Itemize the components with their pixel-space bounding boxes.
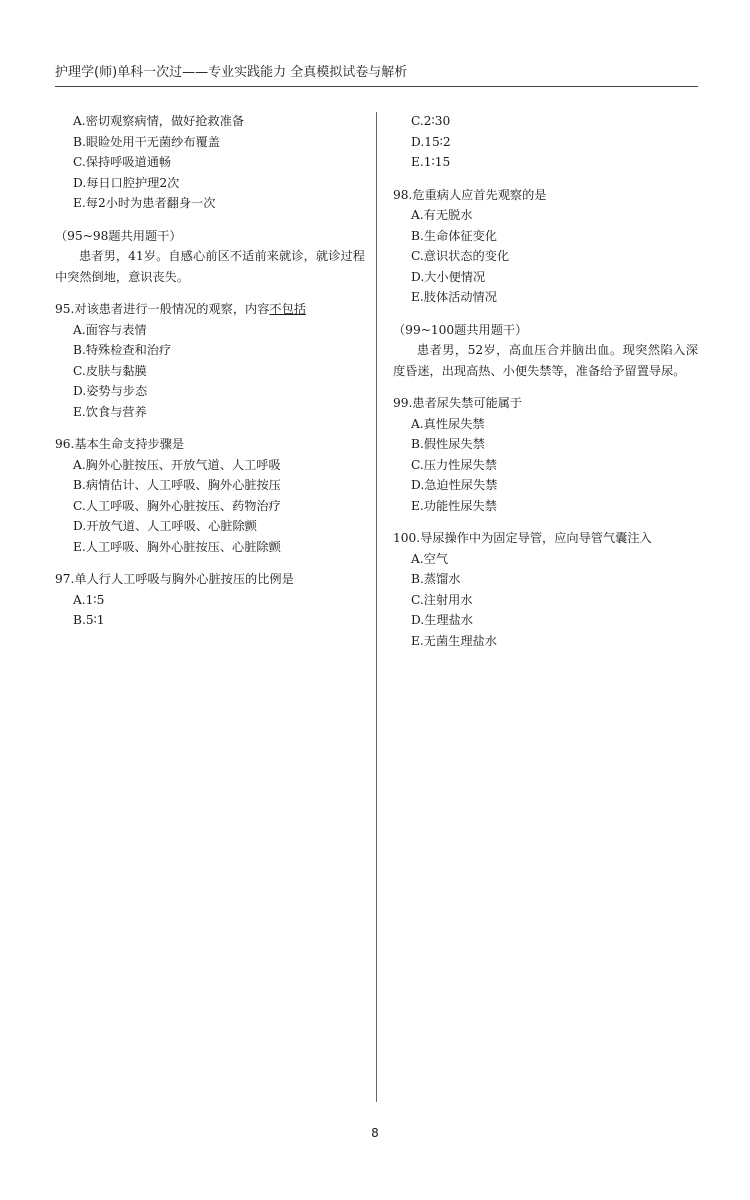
emphasis-underline: 不包括 <box>269 302 306 316</box>
option-e: E.饮食与营养 <box>73 404 147 419</box>
question-stem: 96.基本生命支持步骤是 <box>55 437 185 451</box>
question-stem: 100.导尿操作中为固定导管，应向导管气囊注入 <box>393 531 652 545</box>
option-b: B.眼睑处用干无菌纱布覆盖 <box>73 134 220 149</box>
option-d: D.急迫性尿失禁 <box>411 478 498 492</box>
shared-stem-heading: （99~100题共用题干） <box>393 322 528 337</box>
option-e: E.1∶15 <box>411 155 451 169</box>
option-b: B.特殊检查和治疗 <box>73 343 172 357</box>
column-divider <box>376 112 377 1102</box>
header-divider <box>55 86 698 87</box>
option-e: E.每2小时为患者翻身一次 <box>73 196 216 210</box>
option-d: D.姿势与步态 <box>73 384 148 398</box>
option-d: D.开放气道、人工呼吸、心脏除颤 <box>73 519 257 533</box>
option-e: E.人工呼吸、胸外心脏按压、心脏除颤 <box>73 539 281 554</box>
question-stem: 98.危重病人应首先观察的是 <box>393 187 547 202</box>
question-97-continued <box>393 111 698 173</box>
option-a: A.1∶5 <box>73 592 105 607</box>
option-e: E.功能性尿失禁 <box>411 498 497 513</box>
question-99 <box>393 393 698 516</box>
option-group-prev-question <box>55 111 365 214</box>
option-c: C.保持呼吸道通畅 <box>73 155 172 169</box>
shared-stem-text: 患者男，41岁。自感心前区不适前来就诊，就诊过程中突然倒地，意识丧失。 <box>55 249 365 284</box>
question-95 <box>55 299 365 422</box>
question-97 <box>55 569 365 631</box>
option-b: B.生命体征变化 <box>411 228 497 243</box>
question-stem: 97.单人行人工呼吸与胸外心脏按压的比例是 <box>55 572 294 586</box>
question-96 <box>55 434 365 557</box>
option-e: E.肢体活动情况 <box>411 290 497 304</box>
right-column <box>393 111 698 663</box>
option-d: D.生理盐水 <box>411 613 473 627</box>
option-a: A.胸外心脏按压、开放气道、人工呼吸 <box>73 457 281 472</box>
option-e: E.无菌生理盐水 <box>411 633 497 648</box>
question-98 <box>393 185 698 308</box>
option-c: C.注射用水 <box>411 592 473 607</box>
option-b: B.5∶1 <box>73 613 105 627</box>
option-a: A.有无脱水 <box>411 208 473 222</box>
running-header: 护理学(师)单科一次过——专业实践能力 全真模拟试卷与解析 <box>55 65 408 80</box>
question-stem: 99.患者尿失禁可能属于 <box>393 396 523 410</box>
option-a: A.真性尿失禁 <box>411 416 485 431</box>
option-b: B.病情估计、人工呼吸、胸外心脏按压 <box>73 478 281 492</box>
left-column <box>55 111 365 643</box>
option-c: C.2∶30 <box>411 114 451 128</box>
option-d: D.每日口腔护理2次 <box>73 175 180 190</box>
question-stem <box>55 299 365 320</box>
option-b: B.假性尿失禁 <box>411 437 485 451</box>
option-c: C.压力性尿失禁 <box>411 457 497 472</box>
option-d: D.大小便情况 <box>411 269 486 284</box>
shared-stem-99-100 <box>393 320 698 382</box>
option-c: C.皮肤与黏膜 <box>73 363 147 378</box>
option-b: B.蒸馏水 <box>411 572 461 586</box>
page-number: 8 <box>371 1126 379 1140</box>
shared-stem-heading: （95~98题共用题干） <box>55 228 182 243</box>
shared-stem-text: 患者男，52岁，高血压合并脑出血。现突然陷入深度昏迷，出现高热、小便失禁等，准备给予留置导尿。 <box>393 343 698 378</box>
option-d: D.15∶2 <box>411 134 451 149</box>
option-c: C.人工呼吸、胸外心脏按压、药物治疗 <box>73 498 281 513</box>
option-a: A.密切观察病情，做好抢救准备 <box>73 114 245 128</box>
shared-stem-95-98 <box>55 226 365 288</box>
question-100 <box>393 528 698 651</box>
question-stem-text: 95.对该患者进行一般情况的观察，内容 <box>55 302 270 316</box>
option-c: C.意识状态的变化 <box>411 249 510 263</box>
option-a: A.面容与表情 <box>73 322 147 337</box>
option-a: A.空气 <box>411 551 449 566</box>
